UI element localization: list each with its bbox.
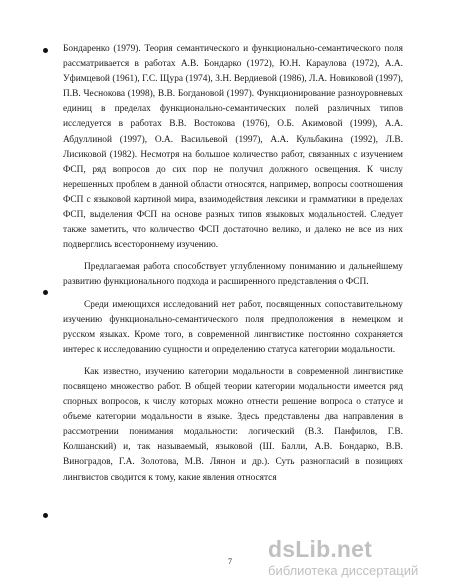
paragraph: Предлагаемая работа способствует углубленному пониманию и дальнейшему развитию функционального подхода и расширенного представления о ФСП. [63, 262, 403, 288]
paragraph: Как известно, изучению категории модальности в современной лингвистике посвящено множество работ. В общей теории категории модальности имеется ряд спорных вопросов, к числу которых можно отнести решение вопроса о статусе и объеме категории модальности в языке. Здесь представлены два направления в рассмотрении понимания модальности: логический (В.З. Панфилов, Г.В. Колшанский) и, так называемый, языковой (Ш. Балли, А.В. Бондарко, В.В. Виноградов, Г.А. Золотова, М.В. Лянон и др.). Суть разногласий в позициях лингвистов сводится к тому, какие явления относятся [63, 366, 403, 483]
punch-hole-mark [43, 290, 48, 295]
page-number: 7 [228, 557, 232, 566]
punch-hole-mark [43, 48, 48, 53]
paragraph: Среди имеющихся исследований нет работ, посвященных сопоставительному изучению функционально-семантического поля предположения в немецком и русском языках. Кроме того, в современной лингвистике постоянно сохраняется интерес к исследованию сущности и определению статуса категории модальности. [63, 299, 403, 355]
paragraph: Бондаренко (1979). Теория семантического и функционально-семантического поля рассматривается в работах А.В. Бондарко (1972), Ю.Н. Караулова (1972), А.А. Уфимцевой (1961), Г.С. Щура (1974), З.Н. Вердиевой (1986), Л.А. Новиковой (1997), П.В. Чеснокова (1998), В.В. Богдановой (1997). Функционирование разноуровневых единиц в пределах функционально-семантических полей различных типов исследуется в работах В.В. Востокова (1976), О.Б. Акимовой (1999), А.А. Абдуллиной (1997), О.А. Васильевой (1997), А.А. Кульбакина (1992), Л.В. Лисиковой (1982). Несмотря на большое количество работ, связанных с изучением ФСП, ряд вопросов до сих пор не получил должного освещения. К числу нерешенных проблем в данной области относятся, например, вопросы соотношения ФСП с языковой картиной мира, взаимодействия лексики и грамматики в пределах ФСП, выделения ФСП на основе разных типов языковых модальностей. Следует также заметить, что количество ФСП достаточно велико, и далеко не все из них подверглись всестороннему изучению. [63, 44, 403, 251]
watermark-caption: библиотека диссертаций [268, 563, 419, 578]
body-text [63, 42, 403, 486]
watermark [268, 536, 448, 580]
watermark-logo: dsLib.net [268, 536, 373, 562]
punch-hole-mark [43, 513, 48, 518]
